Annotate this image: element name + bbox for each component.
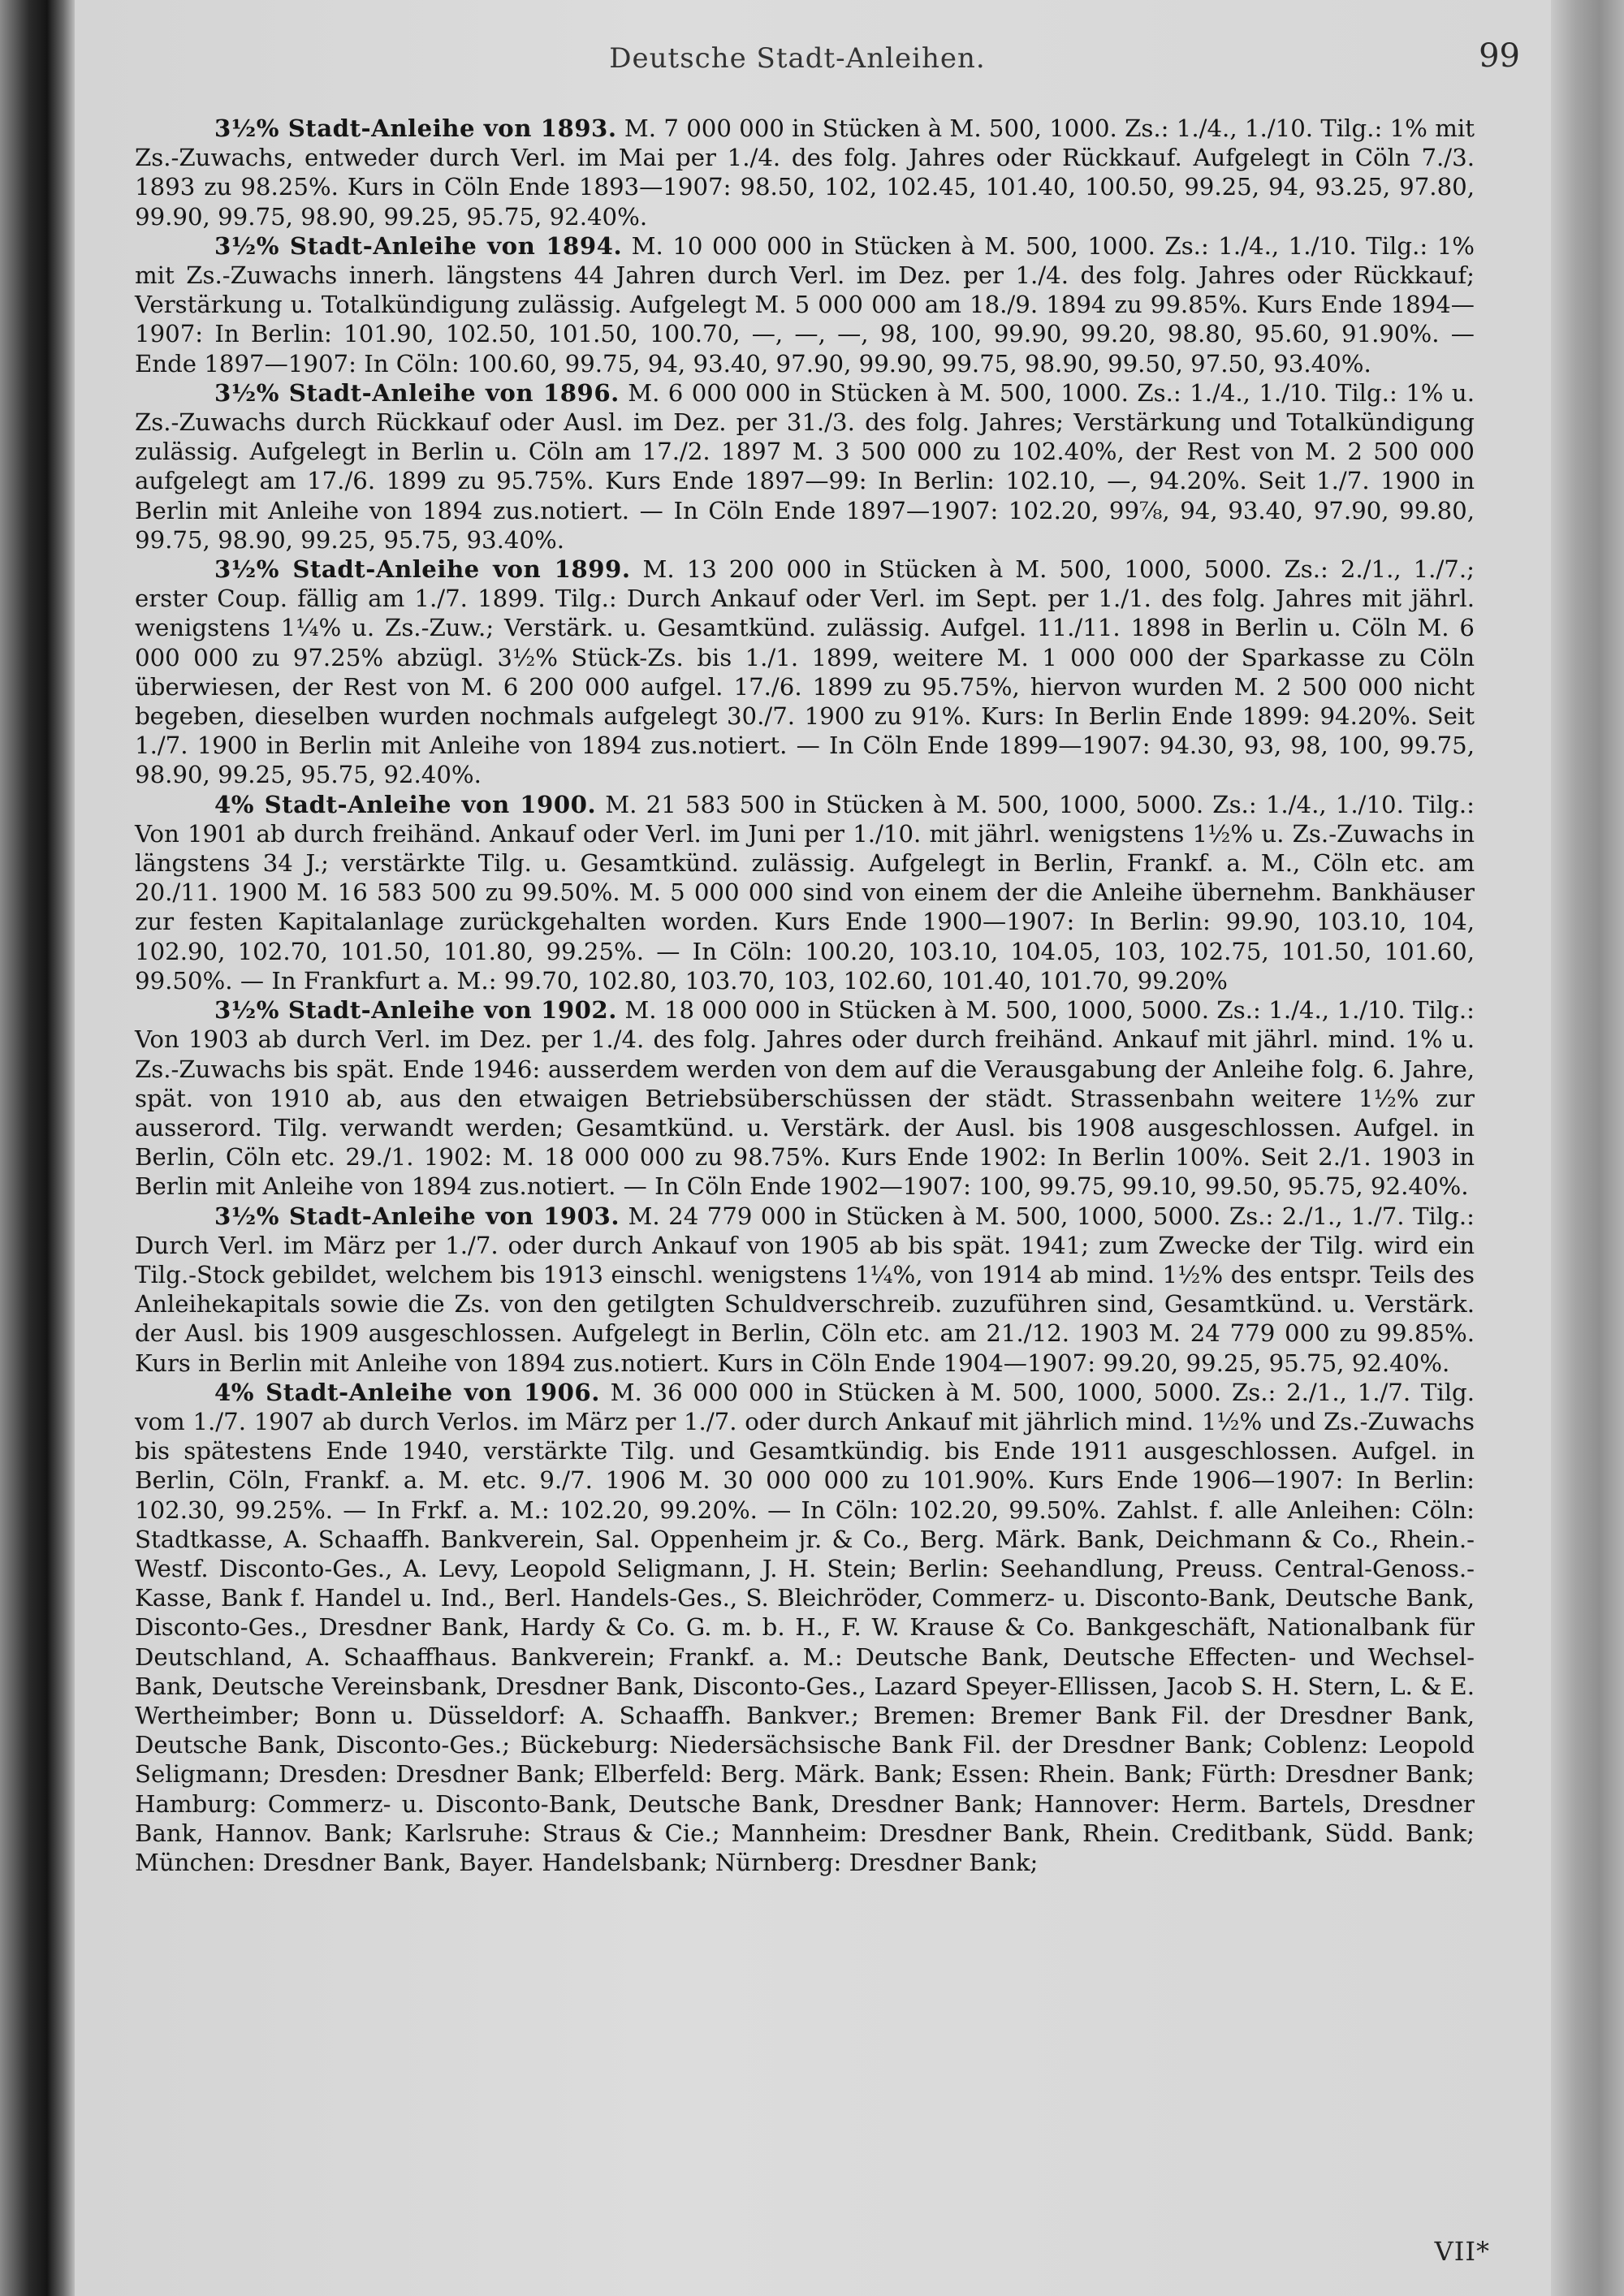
entry-title: 3½% Stadt-Anleihe von 1902.: [214, 996, 617, 1025]
entry-1902: [135, 995, 1475, 1201]
entry-1900: [135, 790, 1475, 995]
body-text: [135, 114, 1475, 1877]
entry-title: 4% Stadt-Anleihe von 1906.: [214, 1378, 600, 1406]
running-title: Deutsche Stadt-Anleihen.: [609, 42, 986, 75]
signature-mark: VII*: [1434, 2236, 1490, 2267]
entry-1899: [135, 555, 1475, 790]
entry-1906: [135, 1378, 1475, 1877]
entry-text: M. 21 583 500 in Stücken à M. 500, 1000, 5000. Zs.: 1./4., 1./10. Tilg.: Von 1901 ab durch freihänd. Ankauf oder Verl. im Juni per 1./10. mit jährl. wenigstens 1½% u. Zs.-Zuwachs in längstens 34 J.; verstärkte Tilg. u. Gesamtkünd. zulässig. Aufgelegt in Berlin, Frankf. a. M., Cöln etc. am 20./11. 1900 M. 16 583 500 zu 99.50%. M. 5 000 000 sind von einem der die Anleihe übernehm. Bankhäuser zur festen Kapitalanlage zurückgehalten worden. Kurs Ende 1900—1907: In Berlin: 99.90, 103.10, 104, 102.90, 102.70, 101.50, 101.80, 99.25%. — In Cöln: 100.20, 103.10, 104.05, 103, 102.75, 101.50, 101.60, 99.50%. — In Frankfurt a. M.: 99.70, 102.80, 103.70, 103, 102.60, 101.40, 101.70, 99.20%: [135, 790, 1475, 995]
entry-title: 4% Stadt-Anleihe von 1900.: [214, 790, 597, 818]
entry-title: 3½% Stadt-Anleihe von 1893.: [214, 114, 617, 142]
page-number: 99: [1479, 37, 1520, 75]
entry-text: M. 24 779 000 in Stücken à M. 500, 1000, 5000. Zs.: 2./1., 1./7. Tilg.: Durch Verl. im März per 1./7. oder durch Ankauf von 1905 ab bis spät. 1941; zum Zwecke der Tilg. wird ein Tilg.-Stock gebildet, welchem bis 1913 einschl. wenigstens 1¼%, von 1914 ab mind. 1½% des entspr. Teils des Anleihekapitals sowie die Zs. von den getilgten Schuldverschreib. zuzuführen sind, Gesamtkünd. u. Verstärk. der Ausl. bis 1909 ausgeschlossen. Aufgelegt in Berlin, Cöln etc. am 21./12. 1903 M. 24 779 000 zu 99.85%. Kurs in Berlin mit Anleihe von 1894 zus.notiert. Kurs in Cöln Ende 1904—1907: 99.20, 99.25, 95.75, 92.40%.: [135, 1202, 1475, 1377]
entry-1894: [135, 231, 1475, 378]
entry-text: M. 13 200 000 in Stücken à M. 500, 1000, 5000. Zs.: 2./1., 1./7.; erster Coup. fällig am 1./7. 1899. Tilg.: Durch Ankauf oder Verl. im Sept. per 1./1. des folg. Jahres mit jährl. wenigstens 1¼% u. Zs.-Zuw.; Verstärk. u. Gesamtkünd. zulässig. Aufgel. 11./11. 1898 in Berlin u. Cöln M. 6 000 000 zu 97.25% abzügl. 3½% Stück-Zs. bis 1./1. 1899, weitere M. 1 000 000 der Sparkasse zu Cöln überwiesen, der Rest von M. 6 200 000 aufgel. 17./6. 1899 zu 95.75%, hiervon wurden M. 2 500 000 nicht begeben, dieselben wurden nochmals aufgelegt 30./7. 1900 zu 91%. Kurs: In Berlin Ende 1899: 94.20%. Seit 1./7. 1900 in Berlin mit Anleihe von 1894 zus.notiert. — In Cöln Ende 1899—1907: 94.30, 93, 98, 100, 99.75, 98.90, 99.25, 95.75, 92.40%.: [135, 555, 1475, 789]
entry-1893: [135, 114, 1475, 231]
entry-text: M. 6 000 000 in Stücken à M. 500, 1000. Zs.: 1./4., 1./10. Tilg.: 1% u. Zs.-Zuwachs durch Rückkauf oder Ausl. im Dez. per 31./3. des folg. Jahres; Verstärkung und Totalkündigung zulässig. Aufgelegt in Berlin u. Cöln am 17./2. 1897 M. 3 500 000 zu 102.40%, der Rest von M. 2 500 000 aufgelegt am 17./6. 1899 zu 95.75%. Kurs Ende 1897—99: In Berlin: 102.10, —, 94.20%. Seit 1./7. 1900 in Berlin mit Anleihe von 1894 zus.notiert. — In Cöln Ende 1897—1907: 102.20, 99⅞, 94, 93.40, 97.90, 99.80, 99.75, 98.90, 99.25, 95.75, 93.40%.: [135, 378, 1475, 554]
entry-title: 3½% Stadt-Anleihe von 1894.: [214, 231, 623, 260]
page-edge-shadow: [1551, 0, 1624, 2296]
entry-text: M. 18 000 000 in Stücken à M. 500, 1000, 5000. Zs.: 1./4., 1./10. Tilg.: Von 1903 ab durch Verl. im Dez. per 1./4. des folg. Jahres oder durch freihänd. Ankauf mit jährl. mind. 1% u. Zs.-Zuwachs bis spät. Ende 1946: ausserdem werden von dem auf die Verausgabung der Anleihe folg. 6. Jahre, spät. von 1910 ab, aus den etwaigen Betriebsüberschüssen der städt. Strassenbahn weitere 1½% zur ausserord. Tilg. verwandt werden; Gesamtkünd. u. Verstärk. der Ausl. bis 1908 ausgeschlossen. Aufgel. in Berlin, Cöln etc. 29./1. 1902: M. 18 000 000 zu 98.75%. Kurs Ende 1902: In Berlin 100%. Seit 2./1. 1903 in Berlin mit Anleihe von 1894 zus.notiert. — In Cöln Ende 1902—1907: 100, 99.75, 99.10, 99.50, 95.75, 92.40%.: [135, 996, 1475, 1201]
running-header: [75, 37, 1520, 91]
entry-1896: [135, 378, 1475, 555]
book-spine-shadow: [0, 0, 75, 2296]
entry-text: M. 36 000 000 in Stücken à M. 500, 1000, 5000. Zs.: 2./1., 1./7. Tilg. vom 1./7. 1907 ab durch Verlos. im März per 1./7. oder durch Ankauf mit jährlich mind. 1½% und Zs.-Zuwachs bis spätestens Ende 1940, verstärkte Tilg. und Gesamtkündig. bis Ende 1911 ausgeschlossen. Aufgel. in Berlin, Cöln, Frankf. a. M. etc. 9./7. 1906 M. 30 000 000 zu 101.90%. Kurs Ende 1906—1907: In Berlin: 102.30, 99.25%. — In Frkf. a. M.: 102.20, 99.20%. — In Cöln: 102.20, 99.50%. Zahlst. f. alle Anleihen: Cöln: Stadtkasse, A. Schaaffh. Bankverein, Sal. Oppenheim jr. & Co., Berg. Märk. Bank, Deichmann & Co., Rhein.-Westf. Disconto-Ges., A. Levy, Leopold Seligmann, J. H. Stein; Berlin: Seehandlung, Preuss. Central-Genoss.-Kasse, Bank f. Handel u. Ind., Berl. Handels-Ges., S. Bleichröder, Commerz- u. Disconto-Bank, Deutsche Bank, Disconto-Ges., Dresdner Bank, Hardy & Co. G. m. b. H., F. W. Krause & Co. Bankgeschäft, Nationalbank für Deutschland, A. Schaaffhaus. Bankverein; Frankf. a. M.: Deutsche Bank, Deutsche Effecten- und Wechsel-Bank, Deutsche Vereinsbank, Dresdner Bank, Disconto-Ges., Lazard Speyer-Ellissen, Jacob S. H. Stern, L. & E. Wertheimber; Bonn u. Düsseldorf: A. Schaaffh. Bankver.; Bremen: Bremer Bank Fil. der Dresdner Bank, Deutsche Bank, Disconto-Ges.; Bückeburg: Niedersächsische Bank Fil. der Dresdner Bank; Coblenz: Leopold Seligmann; Dresden: Dresdner Bank; Elberfeld: Berg. Märk. Bank; Essen: Rhein. Bank; Fürth: Dresdner Bank; Hamburg: Commerz- u. Disconto-Bank, Deutsche Bank, Dresdner Bank; Hannover: Herm. Bartels, Dresdner Bank, Hannov. Bank; Karlsruhe: Straus & Cie.; Mannheim: Dresdner Bank, Rhein. Creditbank, Südd. Bank; München: Dresdner Bank, Bayer. Handelsbank; Nürnberg: Dresdner Bank;: [135, 1378, 1475, 1876]
entry-title: 3½% Stadt-Anleihe von 1903.: [214, 1202, 620, 1230]
entry-1903: [135, 1202, 1475, 1378]
entry-title: 3½% Stadt-Anleihe von 1899.: [214, 555, 631, 584]
entry-title: 3½% Stadt-Anleihe von 1896.: [214, 378, 620, 407]
entry-text: M. 10 000 000 in Stücken à M. 500, 1000. Zs.: 1./4., 1./10. Tilg.: 1% mit Zs.-Zuwachs innerh. längstens 44 Jahren durch Verl. im Dez. per 1./4. des folg. Jahres oder Rückkauf; Verstärkung u. Totalkündigung zulässig. Aufgelegt M. 5 000 000 am 18./9. 1894 zu 99.85%. Kurs Ende 1894—1907: In Berlin: 101.90, 102.50, 101.50, 100.70, —, —, —, 98, 100, 99.90, 99.20, 98.80, 95.60, 91.90%. — Ende 1897—1907: In Cöln: 100.60, 99.75, 94, 93.40, 97.90, 99.90, 99.75, 98.90, 99.50, 97.50, 93.40%.: [135, 231, 1475, 378]
entry-text: M. 7 000 000 in Stücken à M. 500, 1000. Zs.: 1./4., 1./10. Tilg.: 1% mit Zs.-Zuwachs, entweder durch Verl. im Mai per 1./4. des folg. Jahres oder Rückkauf. Aufgelegt in Cöln 7./3. 1893 zu 98.25%. Kurs in Cöln Ende 1893—1907: 98.50, 102, 102.45, 101.40, 100.50, 99.25, 94, 93.25, 97.80, 99.90, 99.75, 98.90, 99.25, 95.75, 92.40%.: [135, 114, 1475, 231]
